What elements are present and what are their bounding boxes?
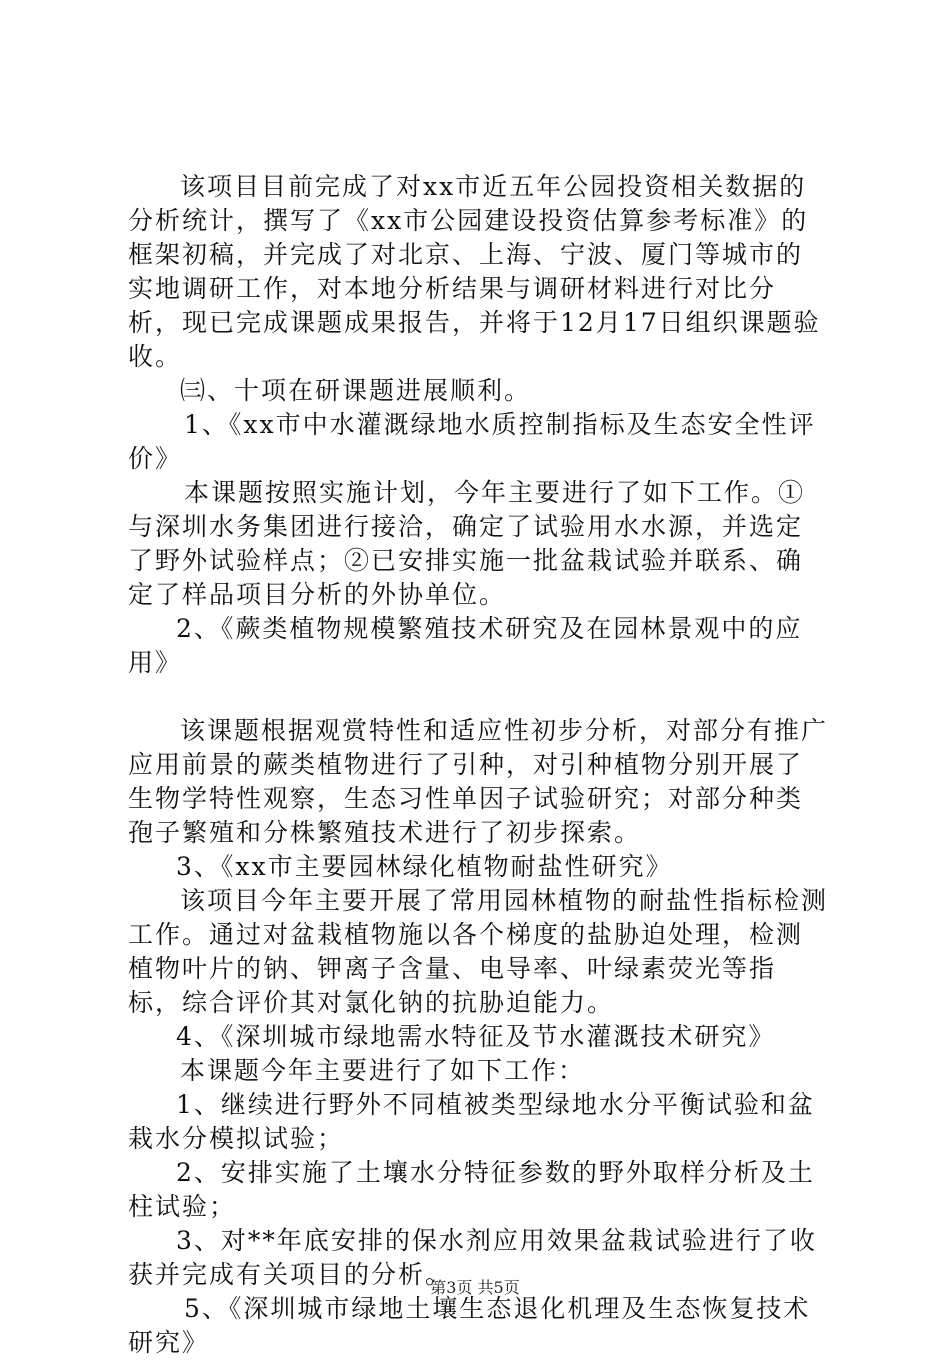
- list-item-2: 2、安排实施了土壤水分特征参数的野外取样分析及土柱试验；: [128, 1158, 815, 1221]
- paragraph-project-1: 本课题按照实施计划，今年主要进行了如下工作。①与深圳水务集团进行接洽，确定了试验用水水源，并选定了野外试验样点；②已安排实施一批盆栽试验并联系、确定了样品项目分析的外协单位。: [128, 478, 806, 609]
- section-heading-ten-projects: ㈢、十项在研课题进展顺利。: [180, 376, 532, 405]
- paragraph-project-3: 该项目今年主要开展了常用园林植物的耐盐性指标检测工作。通过对盆栽植物施以各个梯度的盐胁迫处理，检测植物叶片的钠、钾离子含量、电导率、叶绿素荧光等指标，综合评价其对氯化钠的抗胁迫能力。: [128, 886, 829, 1017]
- project-title-3: 3、《xx市主要园林绿化植物耐盐性研究》: [176, 852, 673, 881]
- document-body: [128, 170, 828, 1360]
- list-item-3: 3、对**年底安排的保水剂应用效果盆栽试验进行了收获并完成有关项目的分析。: [128, 1226, 817, 1289]
- page-footer: 第3页 共5页: [430, 1278, 520, 1297]
- list-item-1: 1、继续进行野外不同植被类型绿地水分平衡试验和盆栽水分模拟试验；: [128, 1090, 815, 1153]
- project-title-2: 2、《蕨类植物规模繁殖技术研究及在园林景观中的应用》: [128, 614, 803, 677]
- paragraph-park-investment: 该项目目前完成了对xx市近五年公园投资相关数据的分析统计，撰写了《xx市公园建设投资估算参考标准》的框架初稿，并完成了对北京、上海、宁波、厦门等城市的实地调研工作，对本地分析结果与调研材料进行对比分析，现已完成课题成果报告，并将于12月17日组织课题验收。: [128, 172, 821, 371]
- project-title-5: 5、《深圳城市绿地土壤生态退化机理及生态恢复技术研究》: [128, 1294, 811, 1357]
- spacer: [128, 680, 828, 714]
- project-title-4: 4、《深圳城市绿地需水特征及节水灌溉技术研究》: [176, 1022, 776, 1051]
- paragraph-project-4-intro: 本课题今年主要进行了如下工作：: [180, 1056, 586, 1085]
- project-title-1: 1、《xx市中水灌溉绿地水质控制指标及生态安全性评价》: [128, 410, 816, 473]
- paragraph-project-2: 该课题根据观赏特性和适应性初步分析，对部分有推广应用前景的蕨类植物进行了引种，对引种植物分别开展了生物学特性观察，生态习性单因子试验研究；对部分种类孢子繁殖和分株繁殖技术进行了初步探索。: [128, 716, 829, 847]
